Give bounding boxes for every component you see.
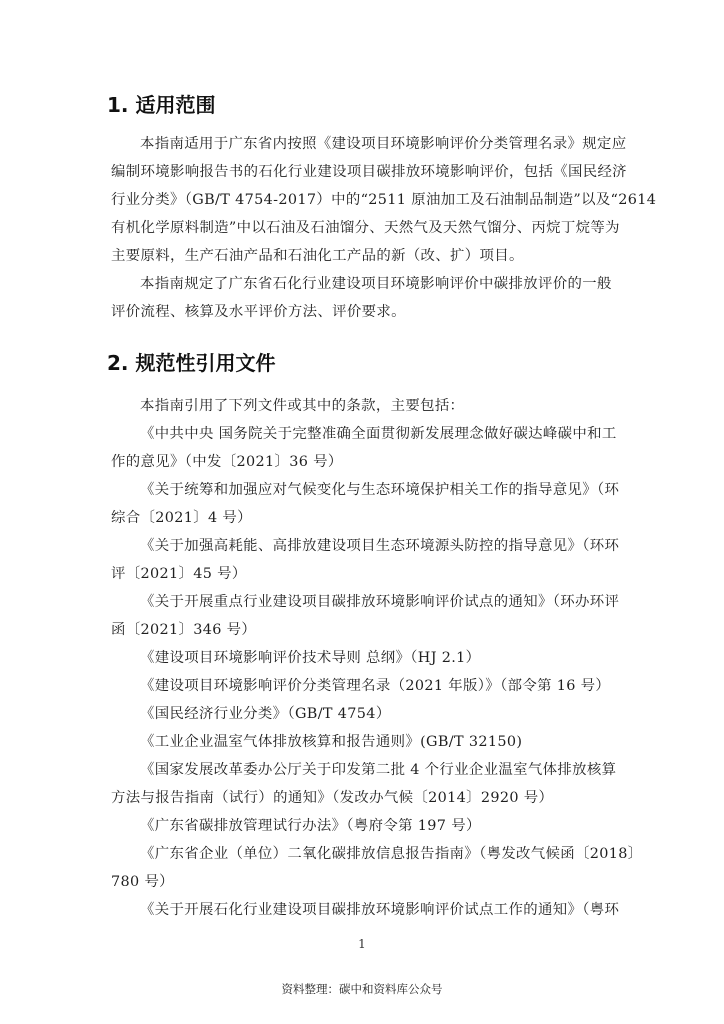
section-1-p1-line-3: 行业分类》（GB/T 4754-2017）中的“2511 原油加工及石油制品制造”以及“2614 xyxy=(111,192,657,208)
reference-2-line-1: 《关于统筹和加强应对气候变化与生态环境保护相关工作的指导意见》（环 xyxy=(140,482,620,498)
reference-12-line-1: 《关于开展石化行业建设项目碳排放环境影响评价试点工作的通知》（粤环 xyxy=(140,902,620,918)
footer-credit: 资料整理：碳中和资料库公众号 xyxy=(281,982,443,996)
reference-3-line-1: 《关于加强高耗能、高排放建设项目生态环境源头防控的指导意见》（环环 xyxy=(140,538,620,554)
section-1-p1-line-2: 编制环境影响报告书的石化行业建设项目碳排放环境影响评价，包括《国民经济 xyxy=(111,164,627,180)
section-1-p1-line-4: 有机化学原料制造”中以石油及石油馏分、天然气及天然气馏分、丙烷丁烷等为 xyxy=(111,220,620,236)
reference-1-line-2: 作的意见》（中发〔2021〕36 号） xyxy=(111,454,343,470)
page-number: 1 xyxy=(358,937,366,951)
reference-11-line-2: 780 号） xyxy=(111,874,174,890)
section-2-heading: 2. 规范性引用文件 xyxy=(107,351,276,375)
reference-2-line-2: 综合〔2021〕4 号） xyxy=(111,510,252,526)
reference-4-line-2: 函〔2021〕346 号） xyxy=(111,622,257,638)
section-1-p2-line-2: 评价流程、核算及水平评价方法、评价要求。 xyxy=(111,304,406,320)
reference-10: 《广东省碳排放管理试行办法》（粤府令第 197 号） xyxy=(140,818,481,834)
section-2-intro: 本指南引用了下列文件或其中的条款，主要包括： xyxy=(140,398,465,414)
reference-4-line-1: 《关于开展重点行业建设项目碳排放环境影响评价试点的通知》（环办环评 xyxy=(140,594,620,610)
reference-3-line-2: 评〔2021〕45 号） xyxy=(111,566,247,582)
reference-9-line-2: 方法与报告指南（试行）的通知》（发改办气候〔2014〕2920 号） xyxy=(111,790,554,806)
reference-9-line-1: 《国家发展改革委办公厅关于印发第二批 4 个行业企业温室气体排放核算 xyxy=(140,762,617,778)
section-1-heading: 1. 适用范围 xyxy=(107,93,216,117)
reference-7: 《国民经济行业分类》（GB/T 4754） xyxy=(140,706,391,722)
reference-6: 《建设项目环境影响评价分类管理名录（2021 年版）》（部令第 16 号） xyxy=(140,678,611,694)
reference-11-line-1: 《广东省企业（单位）二氧化碳排放信息报告指南》（粤发改气候函〔2018〕 xyxy=(140,846,643,862)
reference-5: 《建设项目环境影响评价技术导则 总纲》（HJ 2.1） xyxy=(140,650,481,666)
section-1-p2-line-1: 本指南规定了广东省石化行业建设项目环境影响评价中碳排放评价的一般 xyxy=(140,276,612,292)
section-1-p1-line-5: 主要原料，生产石油产品和石油化工产品的新（改、扩）项目。 xyxy=(111,248,524,264)
reference-8: 《工业企业温室气体排放核算和报告通则》(GB/T 32150) xyxy=(140,734,523,750)
section-1-p1-line-1: 本指南适用于广东省内按照《建设项目环境影响评价分类管理名录》规定应 xyxy=(140,136,627,152)
reference-1-line-1: 《中共中央 国务院关于完整准确全面贯彻新发展理念做好碳达峰碳中和工 xyxy=(140,426,617,442)
